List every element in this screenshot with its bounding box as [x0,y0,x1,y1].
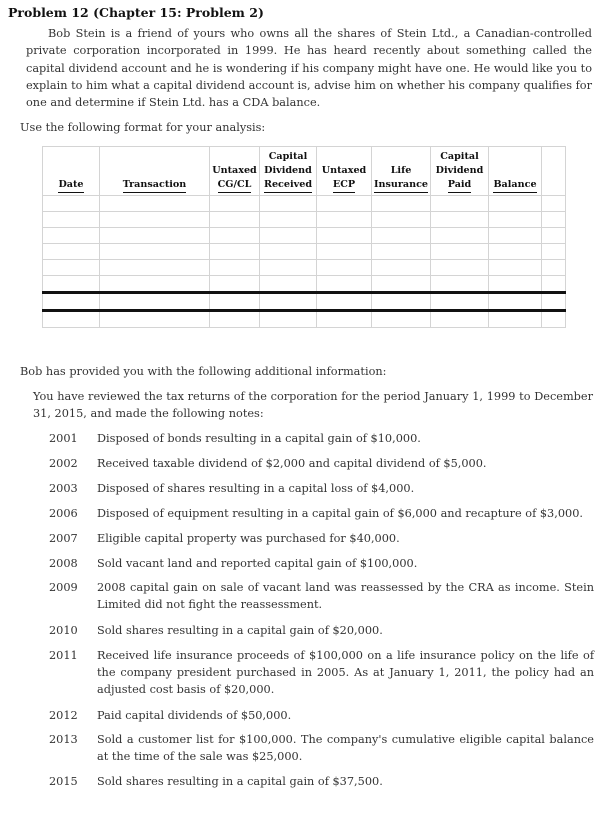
table-header-row [43,147,566,196]
table-row [43,212,566,228]
header-balance: Balance [489,147,542,196]
additional-info-label: Bob has provided you with the following additional information: [20,365,387,378]
table-row [43,244,566,260]
header-capital-dividend-paid: Capital Dividend Paid [431,147,489,196]
table-row [43,276,566,293]
problem-heading: Problem 12 (Chapter 15: Problem 2) [8,5,264,20]
event-year: 2009 [49,581,78,594]
event-text: Sold shares resulting in a capital gain of $20,000. [97,624,383,637]
header-untaxed-cgcl: Untaxed CG/CL [210,147,260,196]
table-row [43,228,566,244]
event-year: 2011 [49,649,78,662]
header-untaxed-ecp: Untaxed ECP [317,147,372,196]
event-text: Disposed of equipment resulting in a capital gain of $6,000 and recapture of $3,000. [97,507,583,520]
event-text: Received life insurance proceeds of $100,000 on a life insurance policy on the life of the company president purchased in 2005. As at January 1, 2011, the policy had an adjusted cost basis of $20,000. [97,649,594,696]
event-year: 2007 [49,532,78,545]
event-text: Paid capital dividends of $50,000. [97,709,292,722]
event-year: 2008 [49,557,78,570]
table-row [43,196,566,212]
event-year: 2001 [49,432,78,445]
event-text: Disposed of bonds resulting in a capital gain of $10,000. [97,432,421,445]
event-text: Sold a customer list for $100,000. The company's cumulative eligible capital balance at the time of the sale was $25,000. [97,733,594,763]
event-year: 2006 [49,507,78,520]
header-life-insurance: Life Insurance [372,147,431,196]
intro-paragraph [26,25,592,111]
event-text: Sold vacant land and reported capital gain of $100,000. [97,557,418,570]
intro-text: Bob Stein is a friend of yours who owns all the shares of Stein Ltd., a Canadian-controlled private corporation incorporated in 1999. He has heard recently about something called the capital dividend account and he is wondering if his company might have one. He would like you to explain to him what a capital dividend account is, advise him on whether his company qualifies for one and determine if Stein Ltd. has a CDA balance. [26,27,592,110]
event-text: Received taxable dividend of $2,000 and capital dividend of $5,000. [97,457,487,470]
table-row [43,293,566,311]
event-year: 2002 [49,457,78,470]
event-text: Eligible capital property was purchased for $40,000. [97,532,400,545]
header-capital-dividend-received: Capital Dividend Received [260,147,317,196]
event-year: 2015 [49,775,78,788]
event-text: 2008 capital gain on sale of vacant land was reassessed by the CRA as income. Stein Limited did not fight the reassessment. [97,581,594,611]
header-blank [542,147,566,196]
header-date: Date [43,147,100,196]
event-year: 2003 [49,482,78,495]
event-year: 2010 [49,624,78,637]
table-row [43,260,566,276]
header-transaction: Transaction [100,147,210,196]
event-text: Disposed of shares resulting in a capital loss of $4,000. [97,482,415,495]
format-label: Use the following format for your analysis: [20,121,266,134]
reviewed-paragraph: You have reviewed the tax returns of the corporation for the period January 1, 1999 to December 31, 2015, and made the following notes: [33,390,593,421]
analysis-table [42,146,566,328]
event-year: 2012 [49,709,78,722]
event-text: Sold shares resulting in a capital gain of $37,500. [97,775,383,788]
event-year: 2013 [49,733,78,746]
table-row [43,311,566,328]
